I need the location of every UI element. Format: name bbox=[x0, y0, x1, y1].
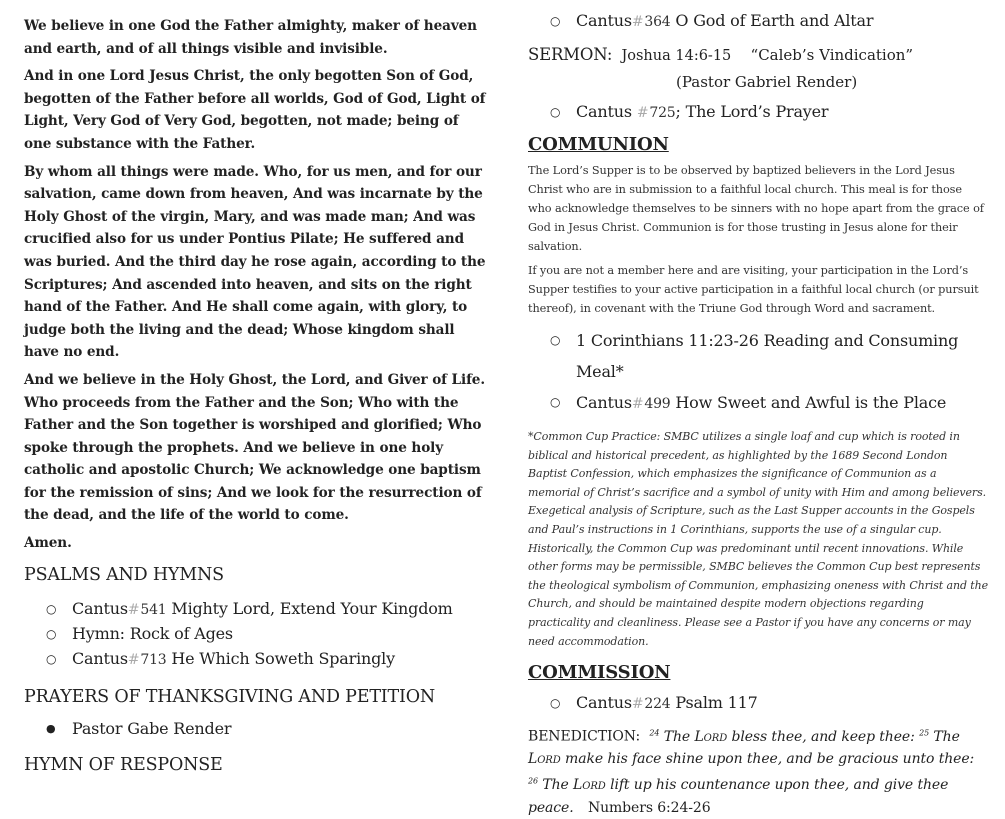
commission-list bbox=[528, 691, 988, 716]
verse-number: 24 bbox=[649, 728, 660, 738]
psalms-heading: PSALMS AND HYMNS bbox=[24, 564, 224, 585]
item-title: How Sweet and Awful is the Place bbox=[675, 393, 947, 412]
verse-text: bless thee, and keep thee: bbox=[731, 728, 915, 745]
item-title: He Which Soweth Sparingly bbox=[171, 648, 395, 668]
item-prefix: Cantus bbox=[576, 102, 632, 121]
verse-number: 26 bbox=[528, 776, 538, 786]
item-hash: # bbox=[127, 601, 140, 618]
creed-amen: Amen. bbox=[24, 535, 72, 552]
creed-paragraph-4: And we believe in the Holy Ghost, the Lord, and Giver of Life. Who proceeds from the Father and the Son; Who with the Father and the Son together is worshiped and glorified; Who spoke through the prophets. And we believe in one holy catholic and apostolic Church; We acknowledge one baptism for the remission of sins; And we look for the resurrection of the dead, and the life of the world to come. bbox=[24, 371, 485, 524]
item-hash: # bbox=[636, 105, 649, 121]
item-hash: # bbox=[631, 14, 644, 30]
item-title: Mighty Lord, Extend Your Kingdom bbox=[171, 598, 453, 618]
prayers-list bbox=[24, 717, 486, 741]
item-prefix: Cantus bbox=[576, 693, 632, 713]
left-column bbox=[24, 0, 486, 775]
lord-word: Lord bbox=[694, 728, 728, 745]
nicene-creed bbox=[24, 0, 486, 555]
communion-list bbox=[528, 325, 988, 420]
creed-paragraph-3: By whom all things were made. Who, for us men, and for our salvation, came down from heaven, And was incarnate by the Holy Ghost of the virgin, Mary, and was made man; And was crucified also for us under Pontius Pilate; He suffered and was buried. And the third day he rose again, according to the Scriptures; And ascended into heaven, and sits on the right hand of the Father. And He shall come again, with glory, to judge both the living and the dead; Whose kingdom shall have no end. bbox=[24, 163, 486, 361]
list-item bbox=[24, 717, 486, 741]
response-heading: HYMN OF RESPONSE bbox=[24, 755, 223, 776]
item-hash: # bbox=[127, 651, 140, 668]
item-title: The Lord’s Prayer bbox=[685, 102, 829, 121]
sermon-pastor: (Pastor Gabriel Render) bbox=[676, 73, 858, 91]
list-item bbox=[24, 647, 486, 673]
benediction bbox=[528, 722, 988, 819]
sermon-list bbox=[528, 100, 988, 125]
list-item bbox=[528, 325, 988, 387]
item-title: Hymn: Rock of Ages bbox=[72, 624, 233, 644]
verse-number: 25 bbox=[919, 728, 930, 738]
lord-word: Lord bbox=[528, 751, 561, 768]
sermon-block bbox=[528, 42, 988, 95]
list-item bbox=[24, 622, 486, 647]
item-number: 499 bbox=[644, 396, 671, 412]
item-title: O God of Earth and Altar bbox=[675, 11, 874, 30]
item-hash: # bbox=[631, 696, 644, 713]
item-title: 1 Corinthians 11:23-26 Reading and Consuming Meal* bbox=[576, 331, 959, 381]
item-prefix: Cantus bbox=[576, 393, 632, 412]
creed-paragraph-2: And in one Lord Jesus Christ, the only begotten Son of God, begotten of the Father before all worlds, God of God, Light of Light, Very God of Very God, begotten, not made; being of one substance with the Father. bbox=[24, 68, 486, 152]
item-prefix: Cantus bbox=[72, 648, 128, 668]
common-cup-note: *Common Cup Practice: SMBC utilizes a single loaf and cup which is rooted in biblical and historical precedent, as highlighted by the 1689 Second London Baptist Confession, which emphasizes the significance of Communion as a memorial of Christ’s sacrifice and a symbol of unity with Him and among believers. Exegetical analysis of Scripture, such as the Last Supper accounts in the Gospels and Paul’s instructions in 1 Corinthians, supports the use of a singular cup. Historically, the Common Cup was predominant until recent innovations. While other forms may be permissible, SMBC believes the Common Cup best represents the theological symbolism of Communion, emphasizing oneness with Christ and the Church, and should be maintained despite modern objections regarding practicality and cleanliness. Please see a Pastor if you have any concerns or may need accommodation. bbox=[528, 430, 989, 648]
list-item bbox=[528, 691, 988, 716]
item-hash: # bbox=[631, 396, 644, 412]
communion-title: COMMUNION bbox=[528, 134, 669, 155]
list-item: ○ Cantus #725; The Lord’s Prayer bbox=[528, 100, 988, 125]
sermon-label: SERMON: bbox=[528, 45, 613, 64]
verse-text: The bbox=[542, 777, 569, 794]
psalms-list bbox=[24, 597, 486, 673]
sermon-title: “Caleb’s Vindication” bbox=[750, 46, 914, 64]
item-prefix: Cantus bbox=[576, 11, 632, 30]
sermon-ref: Joshua 14:6-15 bbox=[621, 48, 732, 64]
list-item bbox=[528, 387, 988, 420]
benediction-ref: Numbers 6:24-26 bbox=[587, 799, 711, 816]
creed-paragraph-1: We believe in one God the Father almighty, maker of heaven and earth, and of all things visible and invisible. bbox=[24, 18, 477, 57]
item-number: 541 bbox=[140, 601, 167, 618]
item-number: 224 bbox=[644, 696, 671, 713]
commission-title: COMMISSION bbox=[528, 662, 671, 684]
item-title: Psalm 117 bbox=[675, 693, 758, 713]
right-column bbox=[528, 0, 988, 819]
item-number: 713 bbox=[140, 651, 167, 668]
list-item bbox=[528, 9, 988, 34]
lord-word: Lord bbox=[573, 777, 606, 794]
top-list bbox=[528, 9, 988, 34]
verse-text: The bbox=[663, 728, 691, 745]
item-number: 364 bbox=[644, 14, 671, 30]
list-item bbox=[24, 597, 486, 623]
verse-text: The bbox=[933, 728, 960, 745]
communion-paragraph-2: If you are not a member here and are visiting, your participation in the Lord’s Supper testifies to your active participation in a faithful local church (or pursuit thereof), in covenant with the Triune God through Word and sacrament. bbox=[528, 264, 979, 315]
item-title: Pastor Gabe Render bbox=[72, 719, 232, 739]
verse-text: lift up his countenance upon thee, and give thee peace. bbox=[528, 777, 949, 816]
item-prefix: Cantus bbox=[72, 598, 128, 618]
prayers-heading: PRAYERS OF THANKSGIVING AND PETITION bbox=[24, 687, 435, 708]
item-number: 725 bbox=[649, 105, 676, 121]
benediction-label: BENEDICTION: bbox=[528, 728, 641, 745]
verse-text: make his face shine upon thee, and be gracious unto thee: bbox=[565, 751, 975, 768]
communion-paragraph-1: The Lord’s Supper is to be observed by baptized believers in the Lord Jesus Christ who are in submission to a faithful local church. This meal is for those who acknowledge themselves to be sinners with no hope apart from the grace of God in Jesus Christ. Communion is for those trusting in Jesus alone for their salvation. bbox=[528, 164, 984, 253]
